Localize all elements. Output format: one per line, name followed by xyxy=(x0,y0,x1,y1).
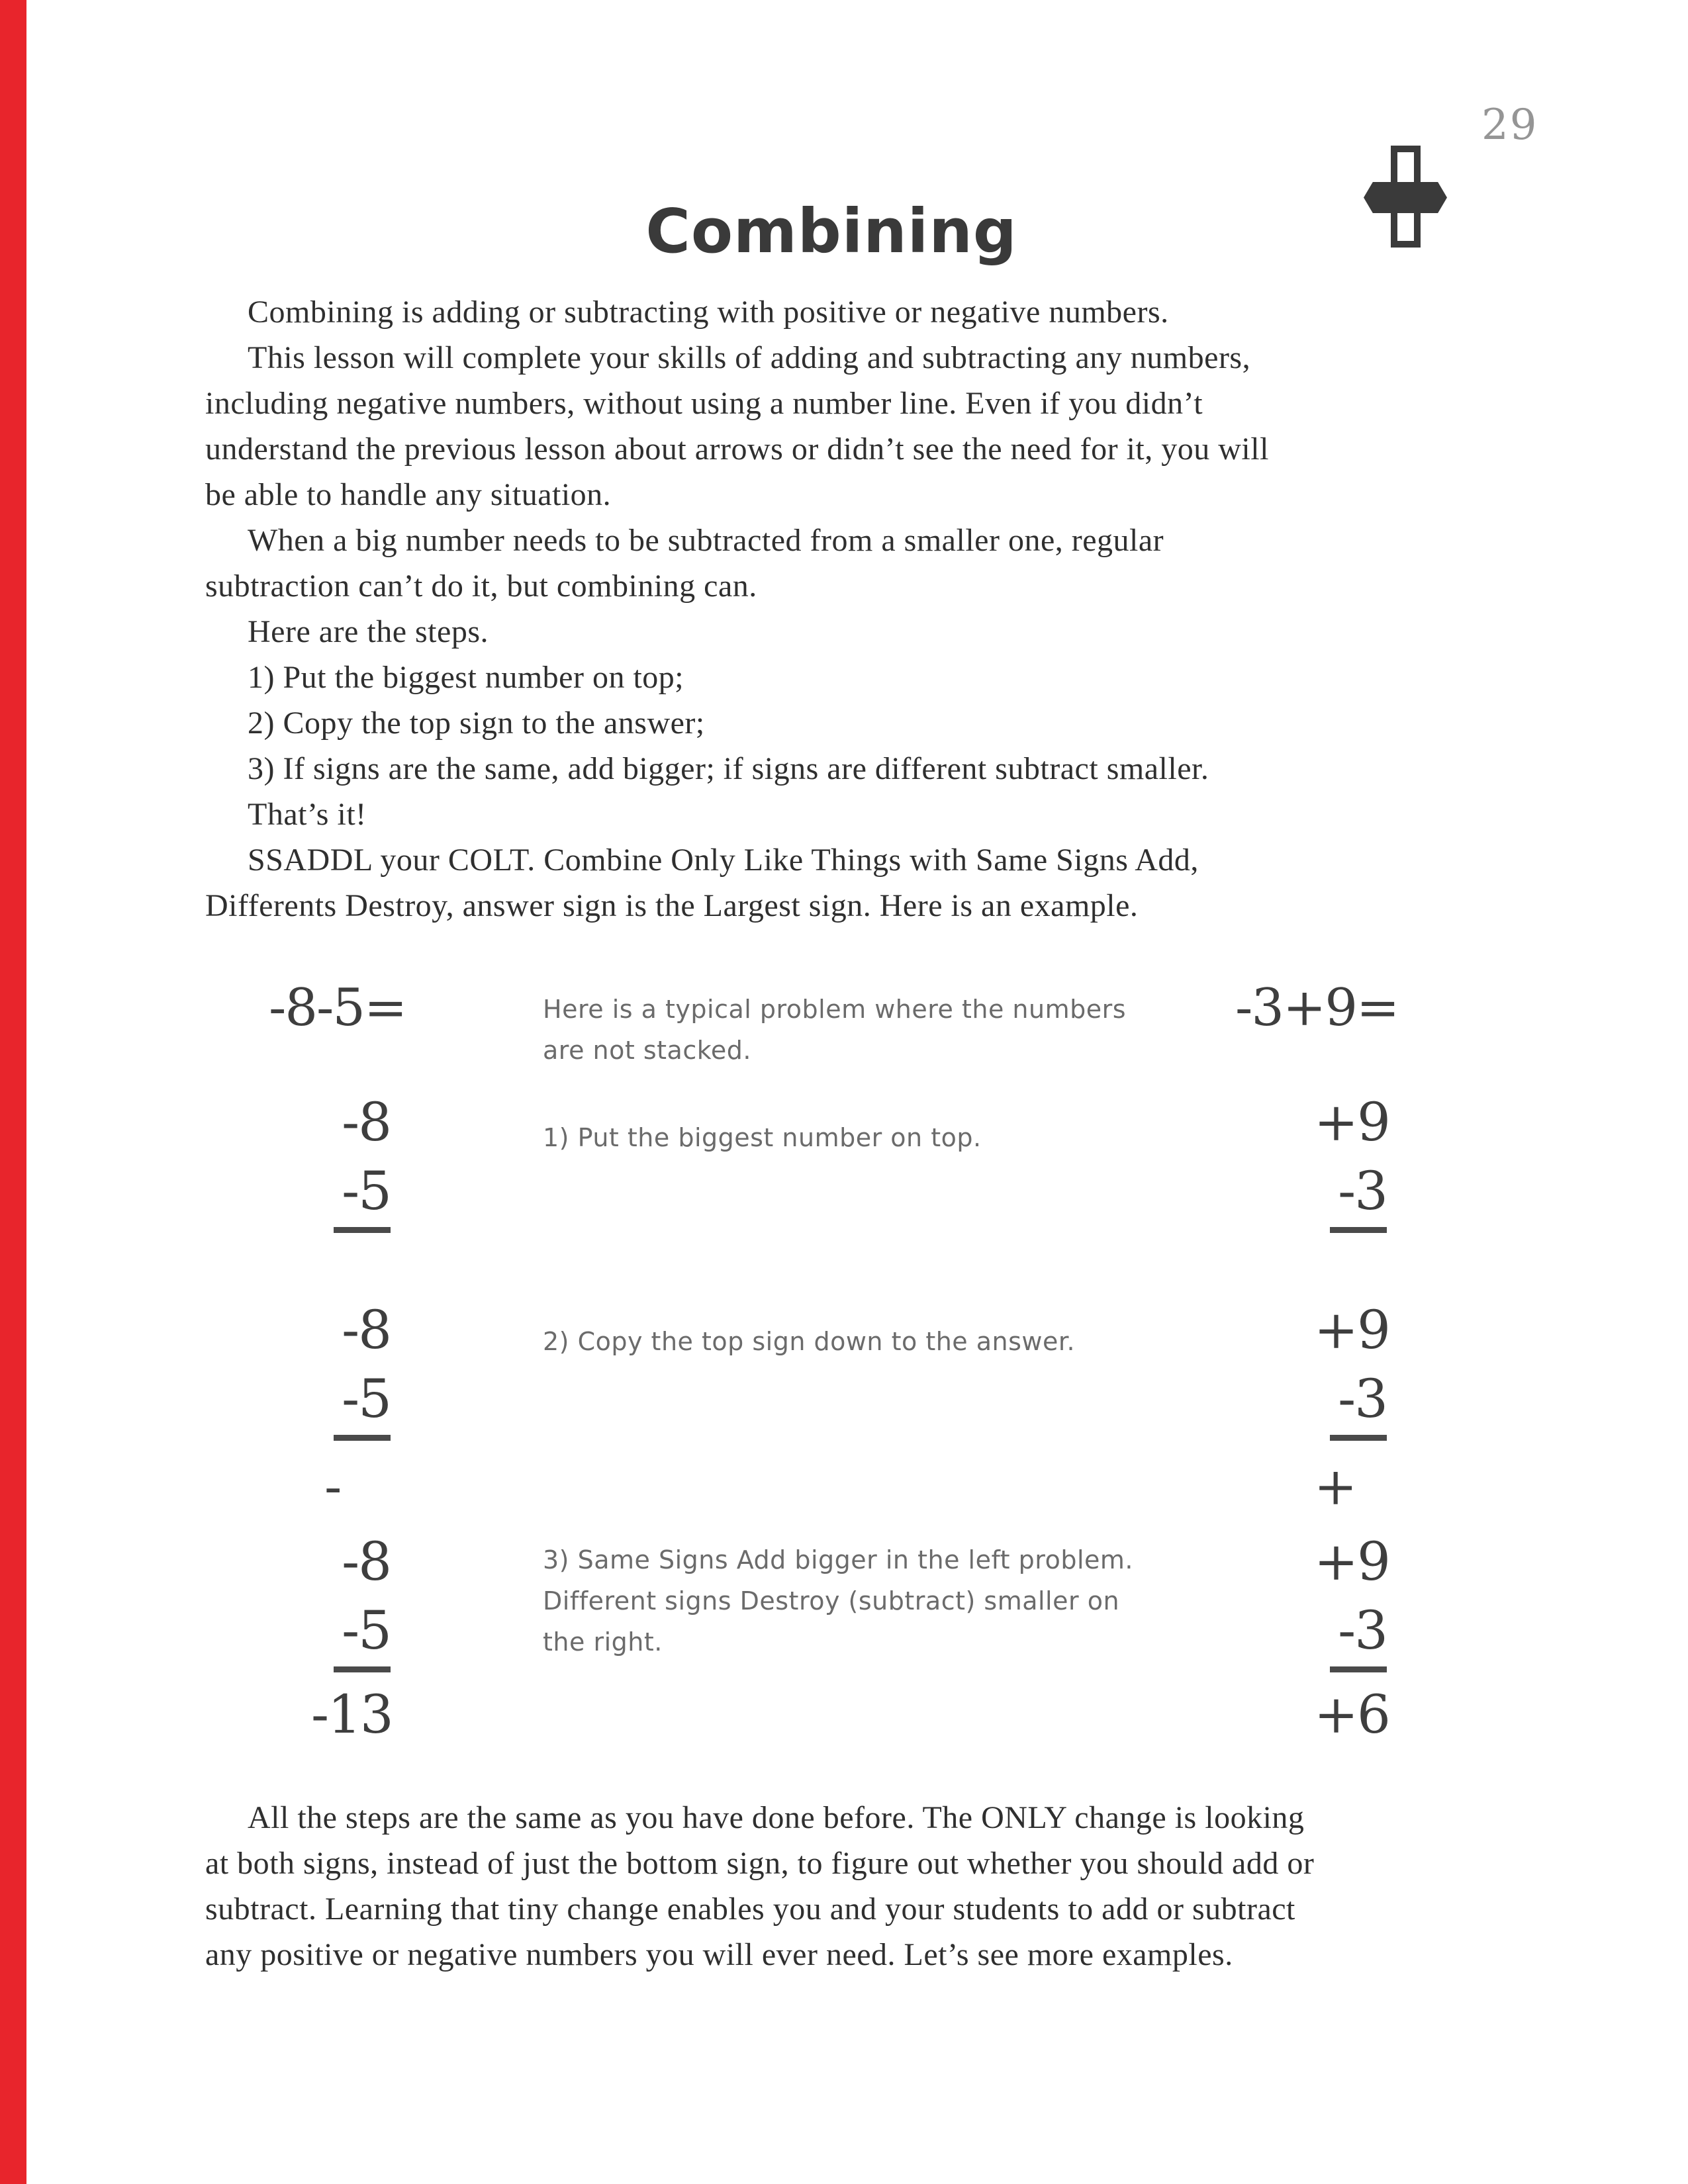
stacked-number-bottom: -5 xyxy=(311,1160,391,1233)
example-note-4 xyxy=(543,1539,1205,1662)
stacked-number-bottom: -3 xyxy=(1314,1599,1387,1672)
body-line: 3) If signs are the same, add bigger; if signs are different subtract smaller. xyxy=(248,751,1209,786)
body-line: That’s it! xyxy=(248,797,367,832)
body-line: subtract. Learning that tiny change enables you and your students to add or subtract xyxy=(205,1891,1295,1927)
closing-paragraph xyxy=(205,1795,1503,1978)
note-line: 3) Same Signs Add bigger in the left problem. xyxy=(543,1545,1133,1574)
note-line: are not stacked. xyxy=(543,1036,751,1065)
stacked-number-bottom: -5 xyxy=(311,1599,391,1672)
answer-sign: + xyxy=(1314,1457,1356,1517)
page-title: Combining xyxy=(645,196,1017,267)
body-line: SSADDL your COLT. Combine Only Like Things with Same Signs Add, xyxy=(248,842,1199,878)
note-line: Here is a typical problem where the numbers xyxy=(543,995,1127,1024)
stacked-problem-right-step2 xyxy=(1314,1298,1389,1517)
inline-problem-left: -8-5= xyxy=(269,978,406,1038)
example-note-1 xyxy=(543,989,1205,1071)
body-line: 2) Copy the top sign to the answer; xyxy=(248,705,705,741)
body-line: When a big number needs to be subtracted from a smaller one, regular xyxy=(248,523,1164,558)
body-line: understand the previous lesson about arrows or didn’t see the need for it, you will xyxy=(205,432,1269,467)
body-line: be able to handle any situation. xyxy=(205,477,612,512)
example-note-3: 2) Copy the top sign down to the answer. xyxy=(543,1327,1076,1356)
note-line: the right. xyxy=(543,1627,663,1657)
body-line: Here are the steps. xyxy=(248,614,489,649)
note-line: Different signs Destroy (subtract) smaller on xyxy=(543,1586,1120,1615)
body-line: Combining is adding or subtracting with positive or negative numbers. xyxy=(248,295,1169,330)
body-line: at both signs, instead of just the bottom sign, to figure out whether you should add or xyxy=(205,1846,1315,1881)
stacked-problem-right-step1 xyxy=(1314,1091,1387,1238)
body-line: Differents Destroy, answer sign is the Largest sign. Here is an example. xyxy=(205,888,1139,923)
page-edge-stripe xyxy=(0,0,26,2184)
stacked-number-bottom: -3 xyxy=(1314,1367,1387,1441)
stacked-number-top: +9 xyxy=(1314,1531,1389,1592)
stacked-number-top: +9 xyxy=(1314,1091,1389,1153)
stacked-number-top: -8 xyxy=(342,1299,391,1361)
body-line: This lesson will complete your skills of adding and subtracting any numbers, xyxy=(248,340,1251,375)
stacked-problem-left-step3 xyxy=(311,1530,391,1747)
stacked-number-top: -8 xyxy=(342,1091,391,1153)
example-note-2: 1) Put the biggest number on top. xyxy=(543,1123,982,1152)
body-line: including negative numbers, without using a number line. Even if you didn’t xyxy=(205,386,1203,421)
stacked-number-bottom: -3 xyxy=(1314,1160,1387,1233)
inline-problem-right: -3+9= xyxy=(1235,978,1399,1038)
answer-value: -13 xyxy=(311,1684,393,1745)
body-line: All the steps are the same as you have done before. The ONLY change is looking xyxy=(248,1800,1305,1835)
stacked-problem-right-step3 xyxy=(1314,1530,1387,1747)
answer-sign: - xyxy=(324,1457,341,1517)
intro-paragraphs xyxy=(205,289,1503,929)
body-line: subtraction can’t do it, but combining can. xyxy=(205,569,757,604)
body-line: 1) Put the biggest number on top; xyxy=(248,660,684,695)
stacked-number-top: -8 xyxy=(342,1531,391,1592)
stacked-problem-left-step2 xyxy=(311,1298,391,1517)
body-line: any positive or negative numbers you will ever need. Let’s see more examples. xyxy=(205,1937,1233,1972)
answer-value: +6 xyxy=(1314,1684,1389,1745)
stacked-number-top: +9 xyxy=(1314,1299,1389,1361)
page-number: 29 xyxy=(1481,101,1538,150)
stacked-number-bottom: -5 xyxy=(311,1367,391,1441)
stacked-problem-left-step1 xyxy=(311,1091,391,1238)
